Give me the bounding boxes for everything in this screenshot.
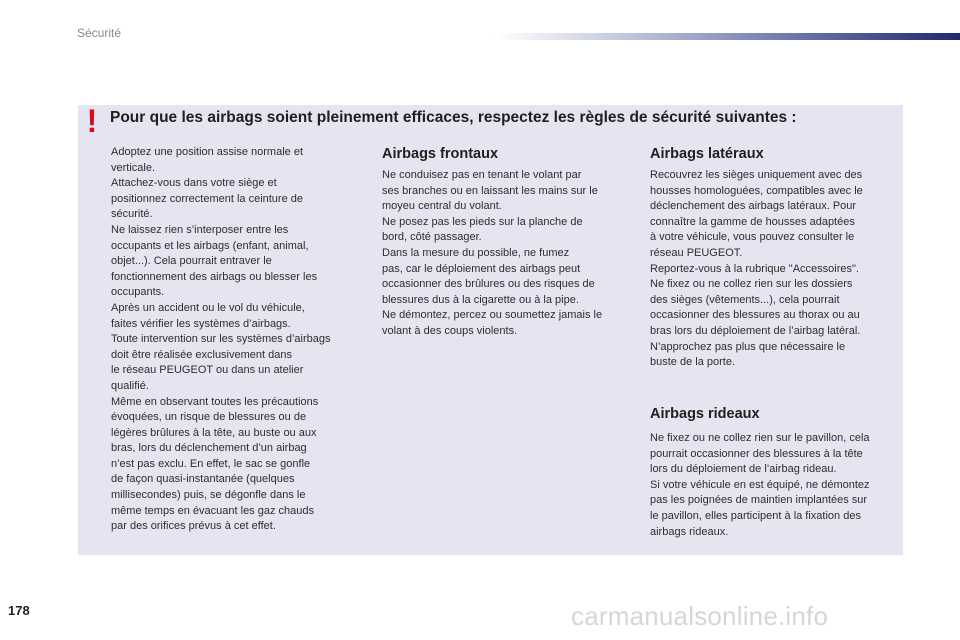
text-line: Reportez-vous à la rubrique "Accessoires". [650,262,859,275]
text-line: buste de la porte. [650,356,736,369]
text-line: Adoptez une position assise normale et [111,146,304,158]
page-number: 178 [8,603,30,618]
text-line: Toute intervention sur les systèmes d’airbags [111,333,331,346]
frontal-airbags-text [382,168,634,340]
text-line: occupants et les airbags (enfant, animal, [111,239,309,252]
curtain-airbags-text [650,431,902,540]
text-line: Ne posez pas les pieds sur la planche de [382,215,583,228]
text-line: Même en observant toutes les précautions [111,395,319,408]
text-line: Ne fixez ou ne collez rien sur les dossiers [650,278,853,291]
text-line: Dans la mesure du possible, ne fumez [382,246,570,259]
text-line: Après un accident ou le vol du véhicule, [111,301,305,314]
text-line: positionnez correctement la ceinture de [111,192,303,205]
text-line: millisecondes) puis, se dégonfle dans le [111,489,306,502]
text-line: occasionner des brûlures ou des risques de [382,278,595,291]
text-line: bord, côté passager. [382,231,482,244]
text-line: sécurité. [111,208,153,221]
text-line: Si votre véhicule en est équipé, ne démontez [650,478,870,491]
panel-heading: Pour que les airbags soient pleinement efficaces, respectez les règles de sécurité suivantes : [110,109,797,126]
text-line: Recouvrez les sièges uniquement avec des [650,169,863,181]
text-line: occupants. [111,286,165,299]
text-line: Ne laissez rien s’interposer entre les [111,223,289,236]
text-line: par des orifices prévus à cet effet. [111,520,276,533]
frontal-airbags-heading: Airbags frontaux [382,146,499,162]
general-rules-text [111,145,356,535]
lateral-airbags-text [650,168,902,371]
text-line: blessures dus à la cigarette ou à la pipe. [382,293,579,306]
text-line: pourrait occasionner des blessures à la tête [650,447,863,460]
text-line: bras, lors du déclenchement d’un airbag [111,442,307,455]
text-line: faites vérifier les systèmes d’airbags. [111,317,291,330]
text-line: doit être réalisée exclusivement dans [111,348,292,361]
text-line: lors du déploiement de l’airbag rideau. [650,463,837,476]
text-line: à votre véhicule, vous pouvez consulter le [650,231,855,244]
text-line: Ne démontez, percez ou soumettez jamais le [382,309,603,322]
text-line: occasionner des blessures au thorax ou au [650,309,860,322]
text-line: réseau PEUGEOT. [650,246,743,259]
header-gradient-bar [495,33,960,40]
text-line: des sièges (vêtements...), cela pourrait [650,293,840,306]
warning-icon: ! [86,103,98,139]
text-line: N’approchez pas plus que nécessaire le [650,340,846,353]
text-line: qualifié. [111,379,149,392]
text-line: moyeu central du volant. [382,200,502,213]
curtain-airbags-heading: Airbags rideaux [650,406,760,422]
text-line: pas, car le déploiement des airbags peut [382,262,581,275]
text-line: fonctionnement des airbags ou blesser les [111,270,318,283]
text-line: objet...). Cela pourrait entraver le [111,255,272,268]
text-line: ses branches ou en laissant les mains sur le [382,184,598,197]
text-line: connaître la gamme de housses adaptées [650,215,855,228]
text-line: le pavillon, elles participent à la fixation des [650,509,861,522]
text-line: Ne fixez ou ne collez rien sur le pavillon, cela [650,432,870,444]
text-line: bras lors du déploiement de l’airbag latéral. [650,324,861,337]
text-line: airbags rideaux. [650,525,729,538]
lateral-airbags-heading: Airbags latéraux [650,146,764,162]
text-line: Attachez-vous dans votre siège et [111,177,277,190]
watermark: carmanualsonline.info [571,601,829,631]
text-line: volant à des coups violents. [382,324,518,337]
section-title: Sécurité [77,26,122,40]
text-line: Ne conduisez pas en tenant le volant par [382,169,582,181]
text-line: légères brûlures à la tête, au buste ou aux [111,426,317,439]
text-line: le réseau PEUGEOT ou dans un atelier [111,364,304,377]
text-line: n’est pas exclu. En effet, le sac se gonfle [111,457,311,470]
text-line: de façon quasi-instantanée (quelques [111,473,295,486]
text-line: verticale. [111,161,156,174]
text-line: housses homologuées, compatibles avec le [650,184,863,197]
text-line: évoquées, un risque de blessures ou de [111,411,307,424]
text-line: déclenchement des airbags latéraux. Pour [650,200,857,213]
text-line: pas les poignées de maintien implantées sur [650,494,868,507]
text-line: même temps en évacuant les gaz chauds [111,504,315,517]
